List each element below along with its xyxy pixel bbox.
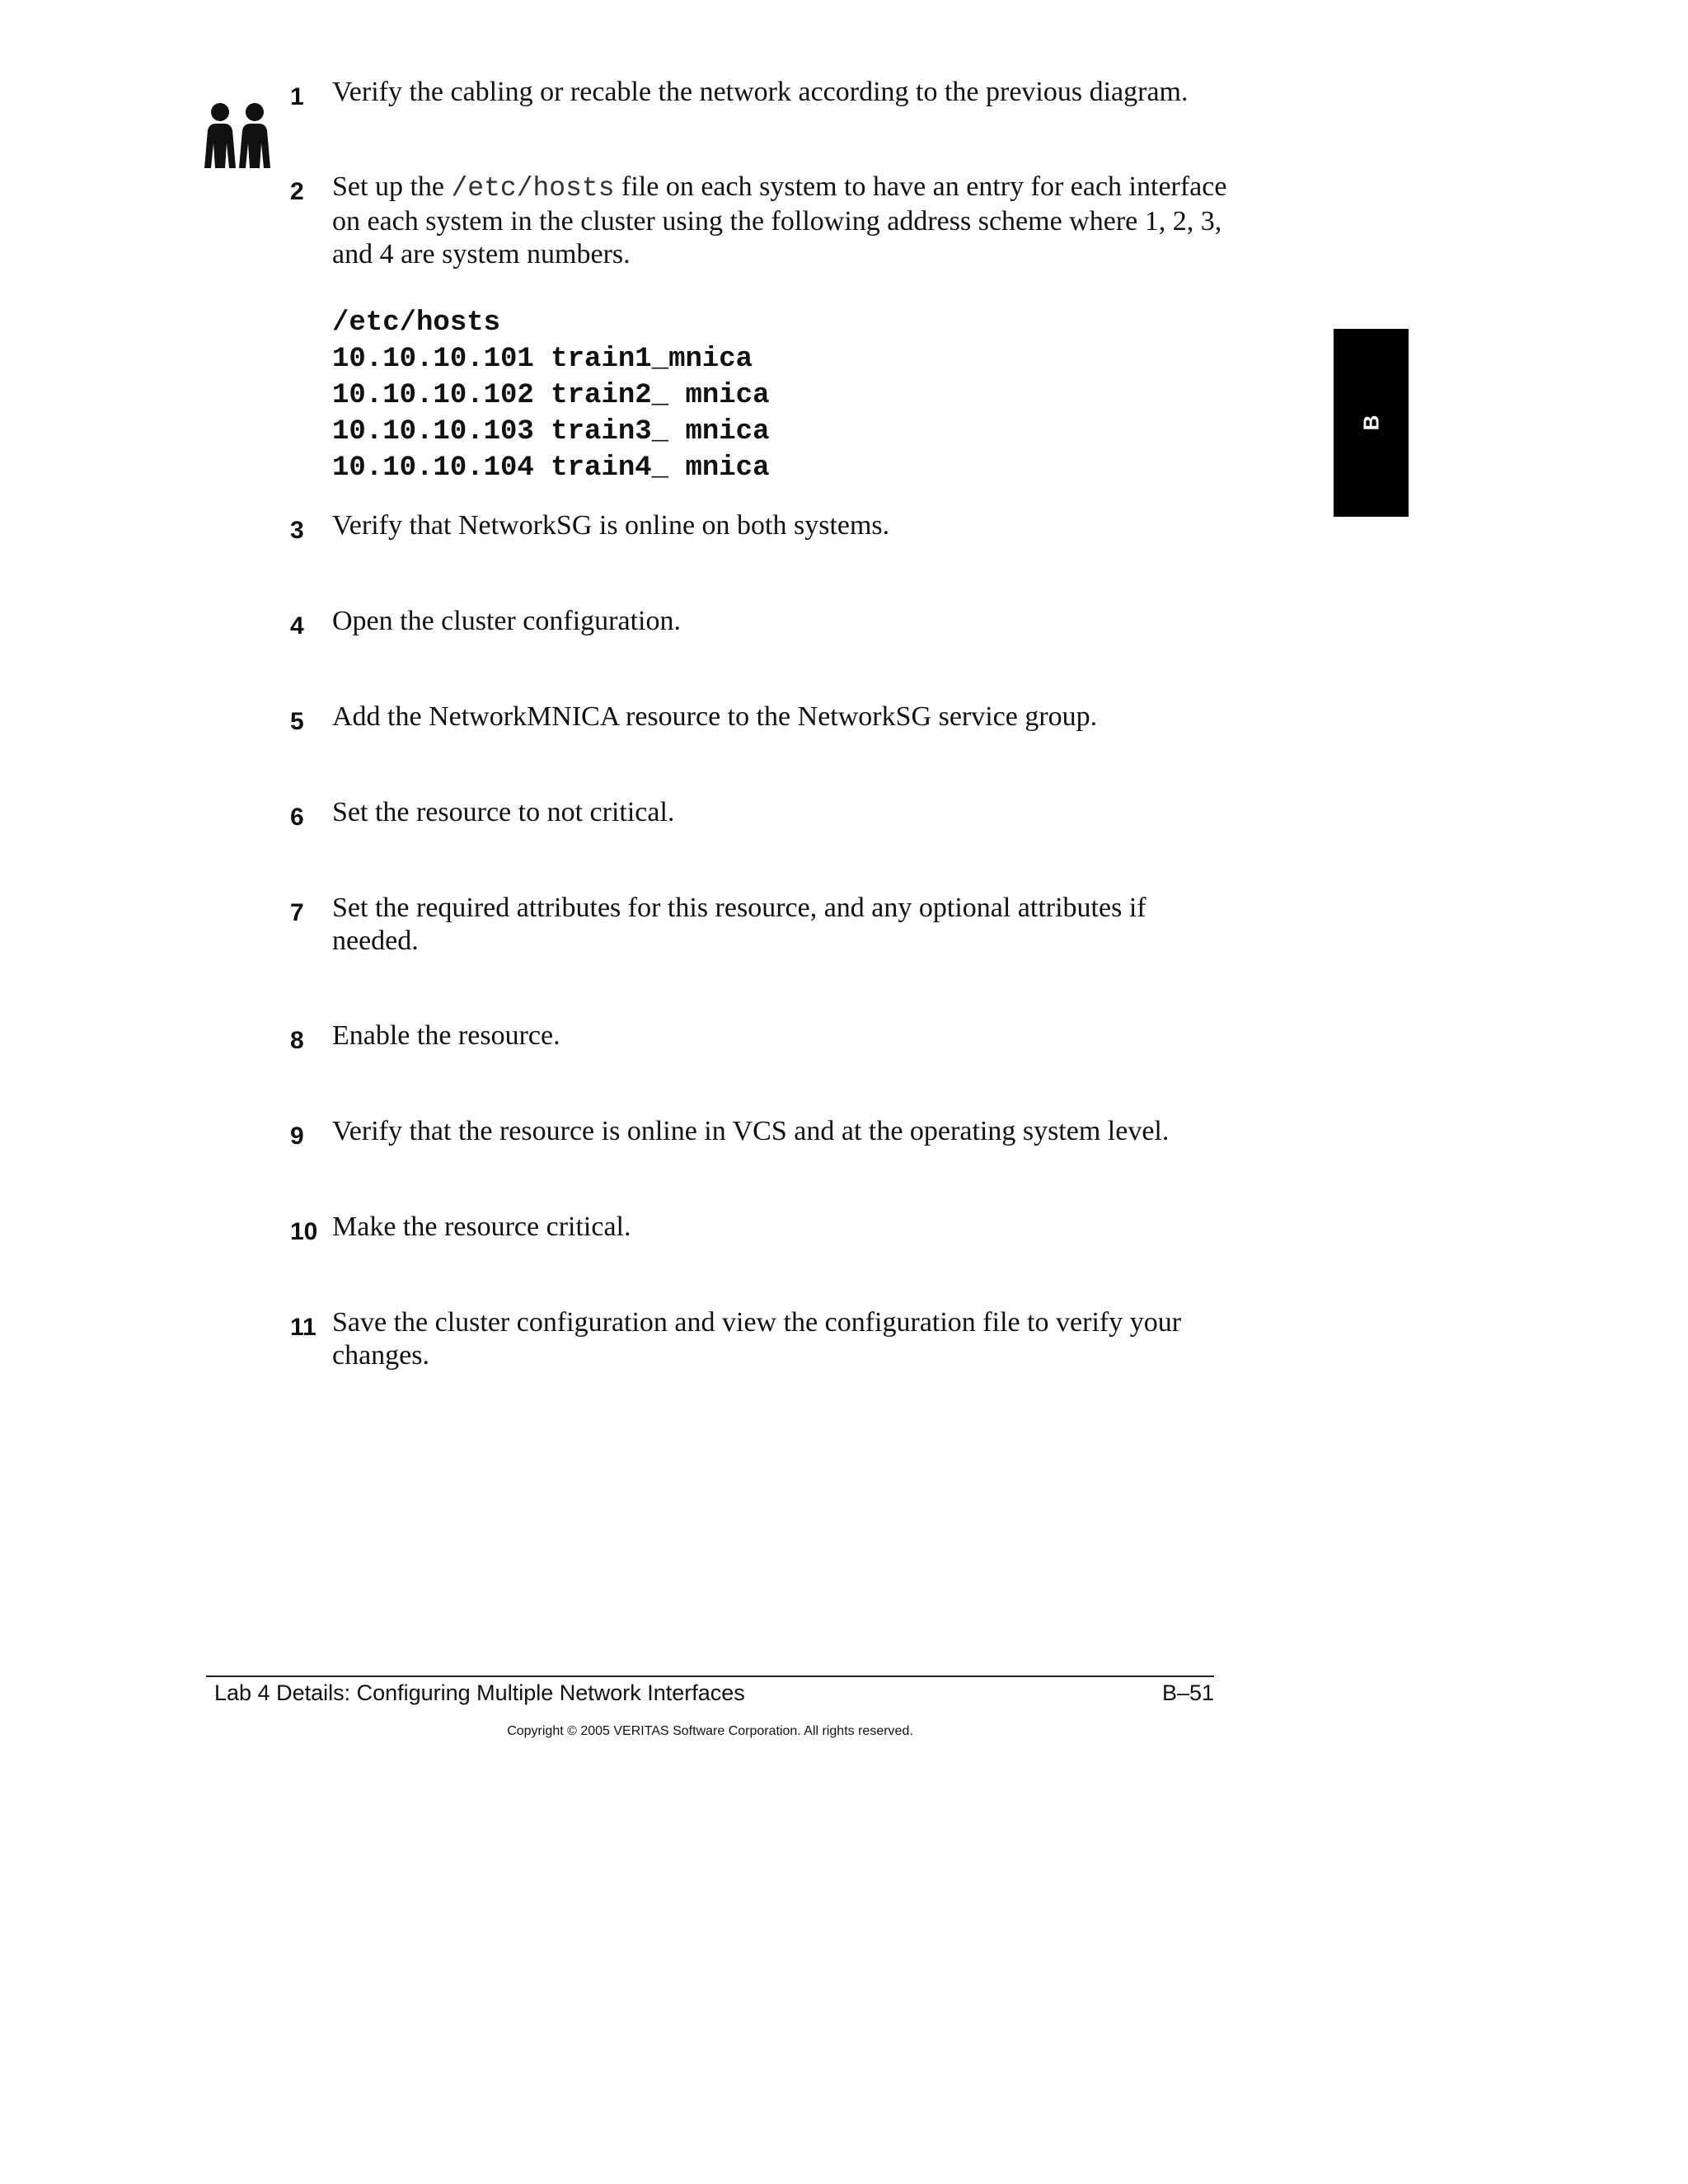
step-number: 4: [290, 612, 304, 640]
step-number: 1: [290, 83, 304, 110]
step-text: Enable the resource.: [332, 1020, 560, 1051]
step-number: 2: [290, 178, 304, 205]
step-number: 5: [290, 708, 304, 735]
footer-divider: [206, 1675, 1214, 1677]
code-line: 10.10.10.101 train1_mnica: [332, 344, 753, 375]
step-text: Make the resource critical.: [332, 1212, 631, 1242]
code-line: 10.10.10.103 train3_ mnica: [332, 416, 770, 448]
step-text: Set the required attributes for this resource, and any optional attributes if needed.: [332, 893, 1146, 956]
step-text-part: file on each system to have an entry for each interface on each system in the cluster using the following address scheme where 1, 2, 3, and 4 are system numbers.: [332, 171, 1227, 269]
step-number: 6: [290, 804, 304, 831]
step-text: Verify that the resource is online in VCS and at the operating system level.: [332, 1116, 1170, 1146]
code-line: 10.10.10.104 train4_ mnica: [332, 452, 770, 484]
step-text: Open the cluster configuration.: [332, 606, 681, 636]
copyright-notice: Copyright © 2005 VERITAS Software Corporation. All rights reserved.: [507, 1724, 913, 1738]
section-tab-letter: B: [1358, 415, 1383, 431]
step-number: 9: [290, 1122, 304, 1150]
step-number: 10: [290, 1218, 318, 1245]
footer-title: Lab 4 Details: Configuring Multiple Network Interfaces: [214, 1680, 745, 1705]
step-number: 3: [290, 517, 304, 544]
hosts-code-block: [332, 305, 770, 486]
inline-code-path: /etc/hosts: [451, 173, 615, 204]
step-number: 11: [290, 1314, 316, 1341]
step-number: 7: [290, 899, 304, 926]
step-number: 8: [290, 1027, 304, 1054]
step-text: Verify the cabling or recable the network according to the previous diagram.: [332, 77, 1189, 107]
page-number: B–51: [1161, 1680, 1214, 1705]
step-text: Save the cluster configuration and view the configuration file to verify your changes.: [332, 1307, 1182, 1371]
step-text: [332, 171, 1231, 271]
step-text-part: Set up the: [332, 171, 452, 202]
code-line: 10.10.10.102 train2_ mnica: [332, 380, 770, 411]
section-tab-marker: [1334, 329, 1409, 517]
step-text: Verify that NetworkSG is online on both systems.: [332, 510, 890, 541]
step-text: Add the NetworkMNICA resource to the NetworkSG service group.: [332, 701, 1098, 732]
two-people-icon: [201, 102, 277, 168]
step-text: Set the resource to not critical.: [332, 797, 675, 827]
code-line: /etc/hosts: [332, 307, 501, 339]
